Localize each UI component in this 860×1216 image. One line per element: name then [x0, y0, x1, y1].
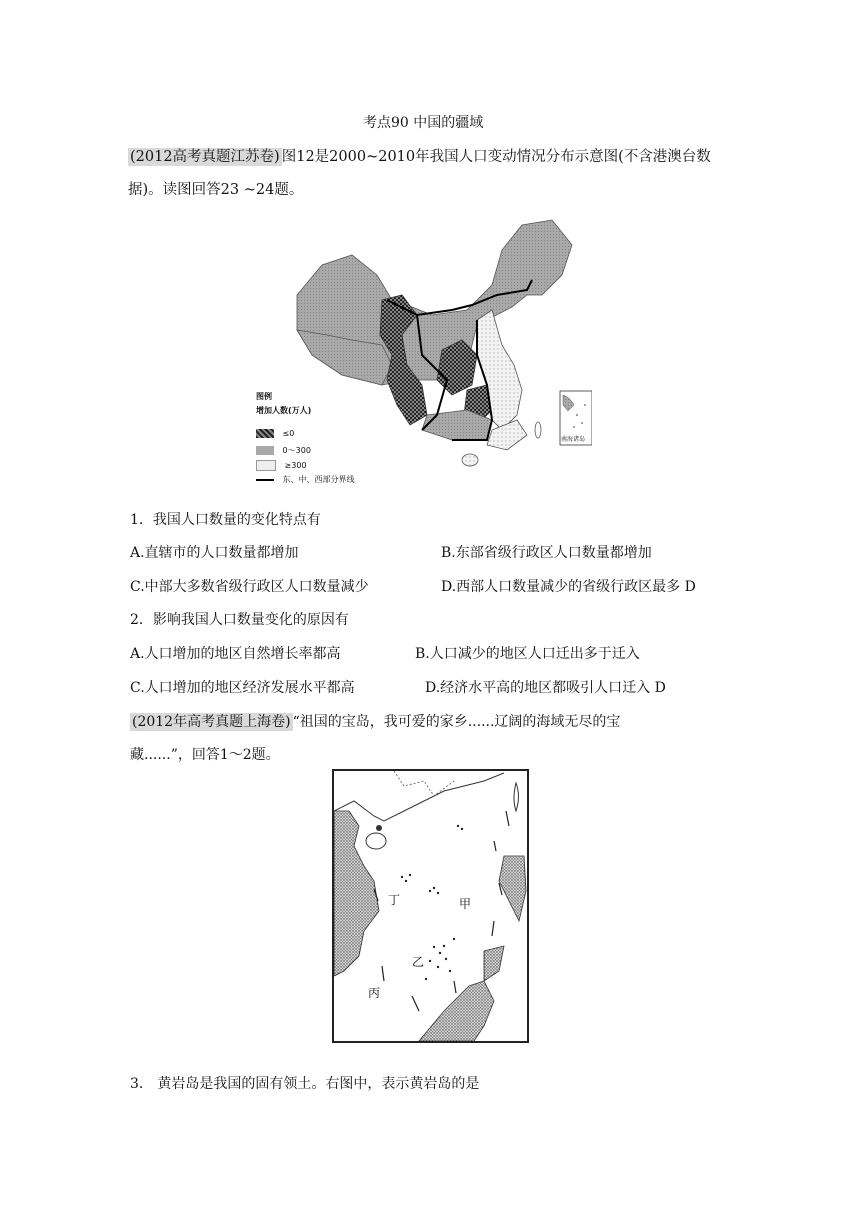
label-ding: 丁	[388, 893, 401, 907]
q1-option-d: D.西部人口数量减少的省级行政区最多 D	[441, 579, 696, 595]
legend-title: 图例	[256, 392, 272, 401]
intro-line: 图12是2000~2010年我国人口变动情况分布示意图(不含港澳台数	[281, 149, 711, 165]
q2-option-c: C.人口增加的地区经济发展水平都高	[130, 680, 355, 696]
intro-paragraph-2	[130, 711, 620, 731]
intro-line: “祖国的宝岛，我可爱的家乡......辽阔的海域无尽的宝	[292, 714, 621, 730]
q1-option-b: B.东部省级行政区人口数量都增加	[441, 545, 652, 561]
inset-label: 南海诸岛	[561, 436, 586, 443]
sea-map-graphic	[334, 771, 527, 1041]
label-bing: 丙	[368, 986, 381, 1000]
intro-line: 藏......”，回答1～2题。	[130, 747, 280, 763]
legend-swatch-high	[256, 460, 276, 471]
page-title: 考点90 中国的疆域	[363, 115, 484, 131]
legend-item: 东、中、西部分界线	[256, 474, 355, 485]
question-1-stem: 1．我国人口数量的变化特点有	[130, 512, 321, 528]
question-3-stem: 3． 黄岩岛是我国的固有领土。右图中，表示黄岩岛的是	[130, 1076, 480, 1092]
legend-swatch-decline	[256, 429, 274, 438]
china-population-map	[252, 215, 592, 485]
legend-subtitle: 增加人数(万人)	[256, 406, 312, 415]
intro-paragraph-1	[128, 145, 711, 166]
south-china-sea-map	[332, 769, 529, 1043]
legend-item: 0～300	[256, 445, 311, 456]
legend-item: ≤0	[256, 429, 294, 438]
q1-option-a: A.直辖市的人口数量都增加	[130, 545, 299, 561]
source-tag: (2012年高考真题上海卷)	[132, 714, 291, 730]
legend-swatch-boundary	[256, 479, 274, 481]
label-jia: 甲	[459, 897, 472, 911]
label-yi: 乙	[412, 955, 425, 969]
legend-item: ≥300	[256, 460, 307, 471]
intro-line: 据)。读图回答23 ~24题。	[128, 182, 304, 198]
q2-option-d: D.经济水平高的地区都吸引人口迁入 D	[425, 680, 666, 696]
source-tag: (2012高考真题江苏卷)	[130, 149, 280, 165]
legend-swatch-mid	[256, 446, 274, 455]
q2-option-a: A.人口增加的地区自然增长率都高	[130, 646, 341, 662]
q2-option-b: B.人口减少的地区人口迁出多于迁入	[415, 646, 640, 662]
q1-option-c: C.中部大多数省级行政区人口数量减少	[130, 579, 369, 595]
question-2-stem: 2．影响我国人口数量变化的原因有	[130, 612, 349, 628]
